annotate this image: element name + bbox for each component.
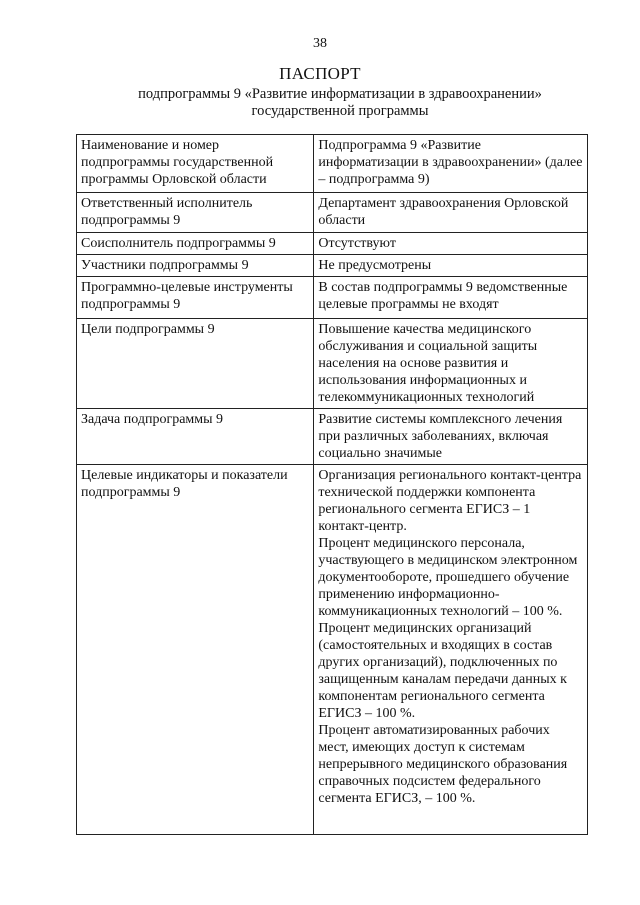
value-paragraph: Не предусмотрены	[318, 258, 432, 273]
table-row	[77, 465, 588, 835]
value-paragraph: В состав подпрограммы 9 ведомственные целевые программы не входят	[318, 280, 568, 312]
row-value	[314, 465, 588, 835]
value-paragraph: Процент медицинского персонала, участвующего в медицинском электронном документообороте, прошедшего обучение применению информационно-коммуникационных технологий – 100 %.	[318, 536, 578, 619]
row-label: Цели подпрограммы 9	[77, 319, 314, 409]
table-row	[77, 319, 588, 409]
passport-table	[76, 134, 588, 835]
row-value	[314, 409, 588, 465]
table-row	[77, 233, 588, 255]
value-paragraph: Организация регионального контакт-центра технической поддержки компонента регионального сегмента ЕГИСЗ – 1 контакт-центр.	[318, 468, 582, 534]
table-row	[77, 255, 588, 277]
table-row	[77, 193, 588, 233]
page-number: 38	[313, 36, 327, 51]
document-title: ПАСПОРТ	[279, 64, 361, 83]
subtitle-line-1: подпрограммы 9 «Развитие информатизации в здравоохранении»	[138, 86, 542, 102]
value-paragraph: Подпрограмма 9 «Развитие информатизации в здравоохранении» (далее – подпрограмма 9)	[318, 138, 583, 187]
row-value	[314, 319, 588, 409]
document-subtitle	[90, 86, 590, 120]
table-row	[77, 135, 588, 193]
table-row	[77, 277, 588, 319]
row-value	[314, 193, 588, 233]
value-paragraph: Развитие системы комплексного лечения при различных заболеваниях, включая социально значимые	[318, 412, 563, 461]
table-row	[77, 409, 588, 465]
value-paragraph: Повышение качества медицинского обслуживания и социальной защиты населения на основе развития и использования информационных и телекоммуникационных технологий	[318, 322, 538, 405]
subtitle-line-2: государственной программы	[251, 103, 429, 119]
row-value	[314, 277, 588, 319]
row-label: Задача подпрограммы 9	[77, 409, 314, 465]
row-value	[314, 135, 588, 193]
row-label: Соисполнитель подпрограммы 9	[77, 233, 314, 255]
row-label: Целевые индикаторы и показатели подпрограммы 9	[77, 465, 314, 835]
row-label: Программно-целевые инструменты подпрограммы 9	[77, 277, 314, 319]
row-value	[314, 255, 588, 277]
value-paragraph: Процент медицинских организаций (самостоятельных и входящих в состав других организаций), подключенных по защищенным каналам передачи данных к компонентам регионального сегмента ЕГИСЗ – 100 %.	[318, 621, 567, 721]
row-label: Наименование и номер подпрограммы государственной программы Орловской области	[77, 135, 314, 193]
row-label: Ответственный исполнитель подпрограммы 9	[77, 193, 314, 233]
row-label: Участники подпрограммы 9	[77, 255, 314, 277]
value-paragraph: Департамент здравоохранения Орловской области	[318, 196, 569, 228]
value-paragraph: Отсутствуют	[318, 236, 396, 251]
row-value	[314, 233, 588, 255]
value-paragraph: Процент автоматизированных рабочих мест, имеющих доступ к системам непрерывного медицинского образования справочных подсистем федерального сегмента ЕГИСЗ, – 100 %.	[318, 723, 568, 806]
